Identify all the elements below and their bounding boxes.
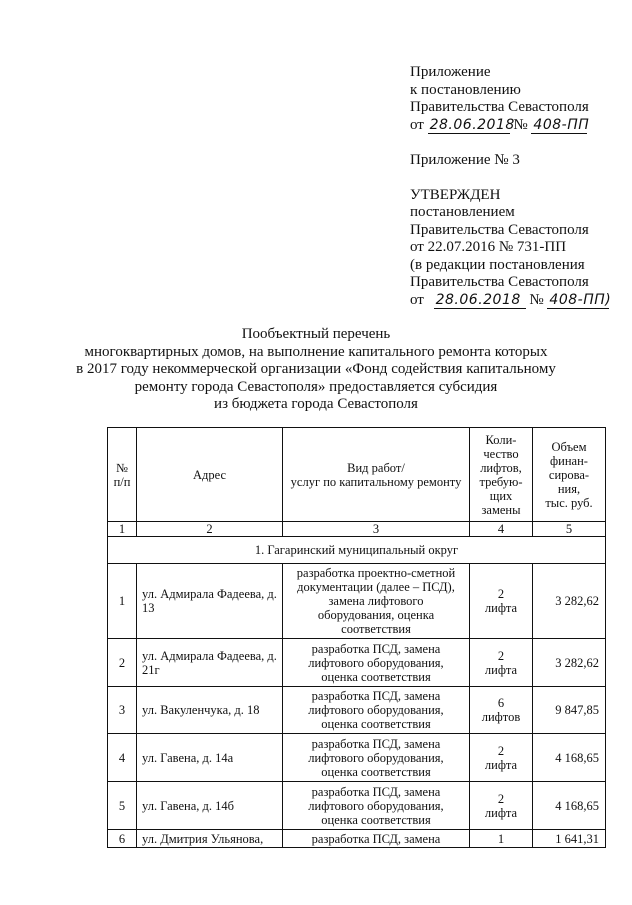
table-row: [108, 782, 606, 830]
row-lifts: 6 лифтов: [470, 687, 533, 734]
annex-title: Приложение: [410, 64, 491, 80]
column-index: 4: [470, 522, 533, 537]
edition-number-prefix: №: [529, 291, 544, 308]
title-line-4: ремонту города Севастополя» предоставляется субсидия: [134, 378, 498, 395]
header-amount: Объем финан- сирова- ния, тыс. руб.: [533, 428, 606, 522]
edition-handwritten-date: 28.06.2018: [434, 293, 526, 309]
row-address: ул. Адмирала Фадеева, д. 13: [137, 564, 283, 639]
row-amount: 4 168,65: [533, 734, 606, 782]
row-address: ул. Адмирала Фадеева, д. 21г: [137, 639, 283, 687]
row-amount: 9 847,85: [533, 687, 606, 734]
row-address: ул. Вакуленчука, д. 18: [137, 687, 283, 734]
document-title: [60, 326, 572, 414]
title-line-5: из бюджета города Севастополя: [214, 396, 418, 412]
works-table: [107, 427, 606, 848]
row-number: 6: [108, 830, 137, 848]
row-amount: 3 282,62: [533, 639, 606, 687]
approved-date: от 22.07.2016 № 731-ПП: [410, 239, 567, 255]
row-work: разработка ПСД, замена лифтового оборудования, оценка соответствия: [283, 734, 470, 782]
title-line-3: в 2017 году некоммерческой организации «Фонд содействия капитальному: [76, 361, 556, 377]
row-work: разработка ПСД, замена: [283, 830, 470, 848]
government-name: Правительства Севастополя: [410, 99, 589, 115]
approved-government: Правительства Севастополя: [410, 221, 589, 238]
edition-handwritten-number: 408-ПП): [549, 291, 612, 308]
annex-to: к постановлению: [410, 81, 521, 98]
row-number: 2: [108, 639, 137, 687]
header-row: [108, 428, 606, 522]
row-work: разработка ПСД, замена лифтового оборудования, оценка соответствия: [283, 782, 470, 830]
row-number: 4: [108, 734, 137, 782]
row-lifts: 2 лифта: [470, 564, 533, 639]
row-work: разработка проектно-сметной документации (далее – ПСД), замена лифтового оборудования, оценка соответствия: [283, 564, 470, 639]
row-lifts: 1: [470, 830, 533, 848]
row-amount: 1 641,31: [533, 830, 606, 848]
row-work: разработка ПСД, замена лифтового оборудования, оценка соответствия: [283, 687, 470, 734]
row-number: 5: [108, 782, 137, 830]
edition-from: от: [410, 291, 424, 308]
title-line-2: многоквартирных домов, на выполнение капитального ремонта которых: [84, 343, 548, 360]
row-number: 1: [108, 564, 137, 639]
approved-stamp: УТВЕРЖДЕН: [410, 186, 501, 203]
column-index: 2: [137, 522, 283, 537]
row-lifts: 2 лифта: [470, 734, 533, 782]
approval-block: [410, 64, 625, 309]
annex-number: Приложение № 3: [410, 152, 520, 168]
table-row: [108, 564, 606, 639]
header-lifts: Коли- чество лифтов, требую- щих замены: [470, 428, 533, 522]
row-amount: 3 282,62: [533, 564, 606, 639]
section-title: 1. Гагаринский муниципальный округ: [108, 537, 606, 564]
edition-government: Правительства Севастополя: [410, 274, 589, 290]
number-prefix: №: [513, 116, 528, 133]
table-row: [108, 687, 606, 734]
row-amount: 4 168,65: [533, 782, 606, 830]
column-index: 1: [108, 522, 137, 537]
column-index: 3: [283, 522, 470, 537]
table-row: [108, 639, 606, 687]
row-work: разработка ПСД, замена лифтового оборудования, оценка соответствия: [283, 639, 470, 687]
section-row: [108, 537, 606, 564]
row-number: 3: [108, 687, 137, 734]
column-index-row: [108, 522, 606, 537]
row-address: ул. Гавена, д. 14б: [137, 782, 283, 830]
table-row: [108, 734, 606, 782]
row-address: ул. Дмитрия Ульянова,: [137, 830, 283, 848]
row-address: ул. Гавена, д. 14а: [137, 734, 283, 782]
edition-ref: [410, 292, 625, 310]
row-lifts: 2 лифта: [470, 782, 533, 830]
row-lifts: 2 лифта: [470, 639, 533, 687]
from-prefix: от: [410, 116, 424, 133]
approved-by: постановлением: [410, 204, 515, 220]
header-work: Вид работ/ услуг по капитальному ремонту: [283, 428, 470, 522]
edition-note: (в редакции постановления: [410, 256, 585, 273]
handwritten-date: 28.06.2018: [429, 116, 515, 133]
header-address: Адрес: [137, 428, 283, 522]
table-row: [108, 830, 606, 848]
resolution-ref: [410, 117, 625, 135]
column-index: 5: [533, 522, 606, 537]
title-line-1: Пообъектный перечень: [241, 326, 391, 342]
handwritten-number: 408-ПП: [533, 116, 590, 133]
header-num: № п/п: [108, 428, 137, 522]
